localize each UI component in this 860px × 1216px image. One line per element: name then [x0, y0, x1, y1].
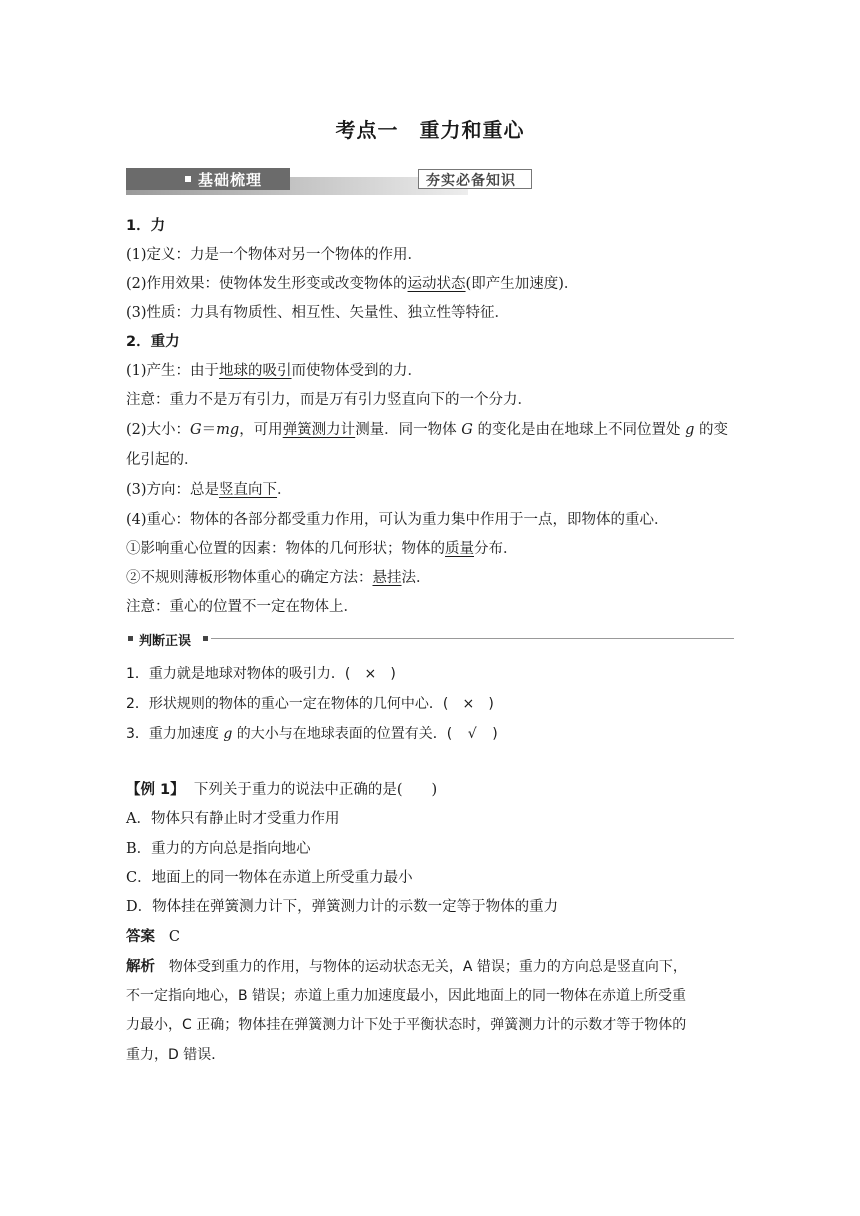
blank-spring-scale: 弹簧测力计	[282, 422, 356, 438]
example-tag: 【例 1】	[126, 782, 185, 798]
page-title: 考点一 重力和重心	[335, 118, 525, 142]
analysis-label: 解析	[126, 959, 155, 975]
banner-label-knowledge: 夯实必备知识	[426, 173, 516, 189]
option-b: B．重力的方向总是指向地心	[126, 841, 311, 857]
section-heading-force: 1．力	[126, 218, 166, 234]
blank-motion-state: 运动状态	[407, 276, 466, 292]
cog-method: ②不规则薄板形物体重心的确定方法：悬挂法．	[126, 570, 431, 586]
section-banner	[126, 168, 516, 194]
wrong-mark: ×	[364, 666, 377, 682]
center-of-gravity: (4)重心：物体的各部分都受重力作用，可认为重力集中作用于一点，即物体的重心．	[126, 512, 669, 528]
example-question: 【例 1】 下列关于重力的说法中正确的是( )	[126, 782, 438, 798]
gravity-magnitude-cont: 化引起的．	[126, 452, 199, 468]
blank-suspension: 悬挂	[372, 570, 402, 586]
option-c: C．地面上的同一物体在赤道上所受重力最小	[126, 870, 413, 886]
blank-mass: 质量	[445, 541, 474, 557]
gravity-note-2: 注意：重心的位置不一定在物体上．	[126, 599, 358, 615]
divider	[211, 638, 734, 639]
gravity-direction: (3)方向：总是竖直向下．	[126, 482, 292, 498]
answer-value: C	[168, 929, 180, 945]
analysis-line-1: 解析 物体受到重力的作用，与物体的运动状态无关，A 错误；重力的方向总是竖直向下，	[126, 959, 687, 975]
judge-item-3: 3．重力加速度 g 的大小与在地球表面的位置有关．( √ )	[126, 726, 498, 742]
judge-item-1: 1．重力就是地球对物体的吸引力．( × )	[126, 666, 396, 682]
gravity-origin: (1)产生：由于地球的吸引而使物体受到的力．	[126, 363, 423, 379]
blank-earth-attraction: 地球的吸引	[219, 363, 292, 379]
judge-label: 判断正误	[139, 634, 192, 649]
analysis-line-4: 重力，D 错误．	[126, 1047, 226, 1063]
section-heading-gravity: 2．重力	[126, 334, 180, 350]
answer-line	[126, 927, 180, 947]
wrong-mark: ×	[462, 696, 475, 712]
option-d: D．物体挂在弹簧测力计下，弹簧测力计的示数一定等于物体的重力	[126, 899, 559, 915]
analysis-line-3: 力最小，C 正确；物体挂在弹簧测力计下处于平衡状态时，弹簧测力计的示数才等于物体的	[126, 1017, 687, 1033]
correct-mark: √	[467, 726, 477, 742]
bullet-square-icon	[128, 636, 133, 641]
judge-item-2: 2．形状规则的物体的重心一定在物体的几何中心．( × )	[126, 696, 494, 712]
bullet-square-icon	[203, 636, 208, 641]
analysis-line-2: 不一定指向地心，B 错误；赤道上重力加速度最小，因此地面上的同一物体在赤道上所受重	[126, 988, 687, 1004]
force-properties: (3)性质：力具有物质性、相互性、矢量性、独立性等特征．	[126, 305, 510, 321]
blank-vertical-down: 竖直向下	[219, 482, 278, 498]
force-effect: (2)作用效果：使物体发生形变或改变物体的运动状态(即产生加速度)．	[126, 276, 579, 292]
bullet-square-icon	[185, 176, 191, 182]
judge-header	[126, 630, 734, 648]
gravity-note-1: 注意：重力不是万有引力，而是万有引力竖直向下的一个分力．	[126, 392, 532, 408]
force-definition: (1)定义：力是一个物体对另一个物体的作用．	[126, 247, 423, 263]
gravity-magnitude: (2)大小：G＝mg，可用弹簧测力计测量．同一物体 G 的变化是由在地球上不同位置处 g 的变	[126, 422, 729, 438]
answer-label: 答案	[126, 929, 155, 945]
cog-factors: ①影响重心位置的因素：物体的几何形状；物体的质量分布．	[126, 541, 518, 557]
banner-label-basic: 基础梳理	[198, 171, 263, 189]
option-a: A．物体只有静止时才受重力作用	[126, 811, 340, 827]
